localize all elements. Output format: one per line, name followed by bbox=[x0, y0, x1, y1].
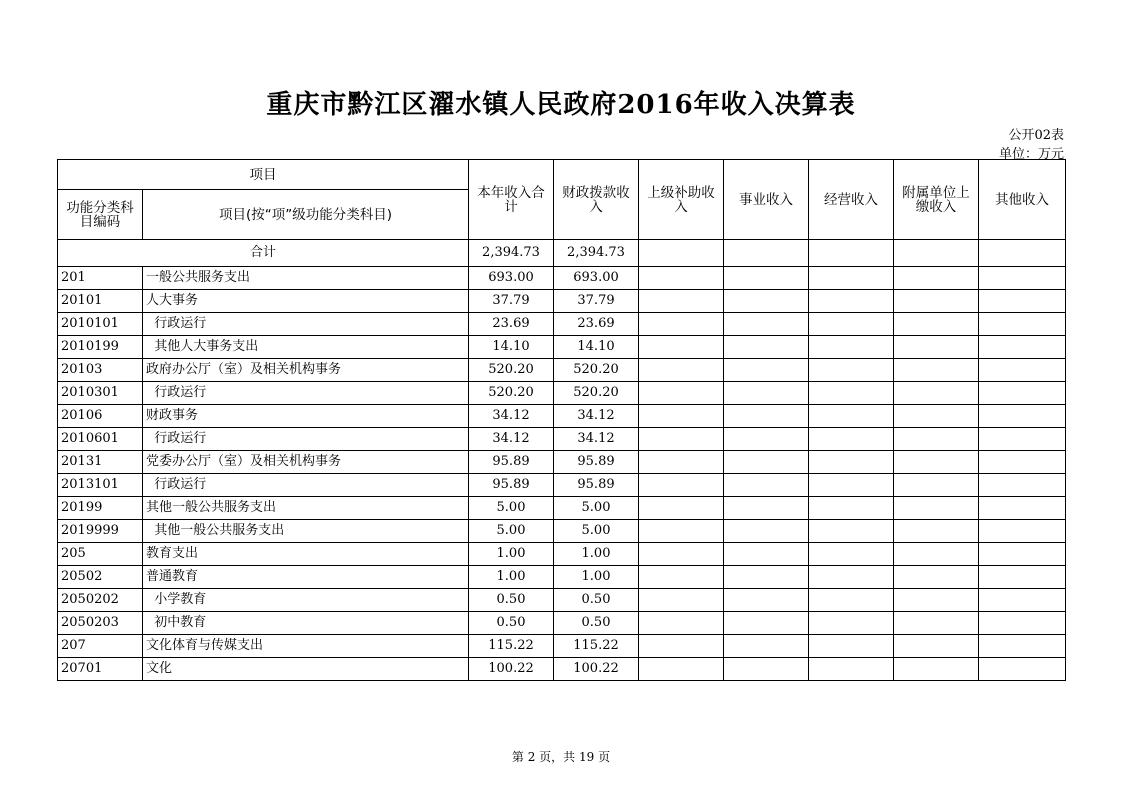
row-code: 2013101 bbox=[58, 474, 143, 497]
page-title: 重庆市黔江区濯水镇人民政府2016年收入决算表 bbox=[266, 90, 856, 120]
row-code: 20502 bbox=[58, 566, 143, 589]
table-row bbox=[58, 267, 1066, 290]
empty-cell bbox=[724, 635, 809, 658]
empty-cell bbox=[639, 428, 724, 451]
table-row bbox=[58, 566, 1066, 589]
empty-cell bbox=[809, 359, 894, 382]
empty-cell bbox=[809, 474, 894, 497]
empty-cell bbox=[979, 612, 1066, 635]
empty-cell bbox=[724, 543, 809, 566]
empty-cell bbox=[639, 382, 724, 405]
empty-cell bbox=[809, 405, 894, 428]
empty-cell bbox=[639, 658, 724, 681]
empty-cell bbox=[894, 382, 979, 405]
table-row bbox=[58, 451, 1066, 474]
table-row bbox=[58, 658, 1066, 681]
table-row bbox=[58, 612, 1066, 635]
row-total-income: 100.22 bbox=[469, 658, 554, 681]
header-total-income: 本年收入合计 bbox=[469, 160, 554, 240]
row-code: 205 bbox=[58, 543, 143, 566]
empty-cell bbox=[979, 543, 1066, 566]
row-code: 2010101 bbox=[58, 313, 143, 336]
row-name: 其他人大事务支出 bbox=[143, 336, 469, 359]
empty-cell bbox=[639, 336, 724, 359]
empty-cell bbox=[894, 267, 979, 290]
table-row bbox=[58, 405, 1066, 428]
row-name: 文化 bbox=[143, 658, 469, 681]
row-total-income: 14.10 bbox=[469, 336, 554, 359]
row-code: 201 bbox=[58, 267, 143, 290]
empty-cell bbox=[894, 520, 979, 543]
empty-cell bbox=[894, 451, 979, 474]
empty-cell bbox=[639, 313, 724, 336]
empty-cell bbox=[894, 405, 979, 428]
empty-cell bbox=[979, 451, 1066, 474]
row-fiscal: 1.00 bbox=[554, 543, 639, 566]
empty-cell bbox=[809, 336, 894, 359]
row-total-income: 34.12 bbox=[469, 428, 554, 451]
empty-cell bbox=[979, 290, 1066, 313]
unit-label: 单位：万元 bbox=[998, 147, 1064, 162]
empty-cell bbox=[809, 612, 894, 635]
empty-cell bbox=[639, 566, 724, 589]
empty-cell bbox=[809, 428, 894, 451]
row-name: 其他一般公共服务支出 bbox=[143, 497, 469, 520]
row-total-income: 1.00 bbox=[469, 543, 554, 566]
empty-cell bbox=[724, 520, 809, 543]
empty-cell bbox=[809, 589, 894, 612]
empty-cell bbox=[979, 267, 1066, 290]
row-code: 20103 bbox=[58, 359, 143, 382]
empty-cell bbox=[979, 313, 1066, 336]
row-code: 2010601 bbox=[58, 428, 143, 451]
row-total-income: 0.50 bbox=[469, 589, 554, 612]
empty-cell bbox=[809, 290, 894, 313]
row-name: 文化体育与传媒支出 bbox=[143, 635, 469, 658]
table-row bbox=[58, 520, 1066, 543]
header-business: 事业收入 bbox=[724, 160, 809, 240]
row-name: 人大事务 bbox=[143, 290, 469, 313]
row-fiscal: 5.00 bbox=[554, 520, 639, 543]
empty-cell bbox=[639, 635, 724, 658]
table-row bbox=[58, 336, 1066, 359]
empty-cell bbox=[979, 382, 1066, 405]
table-row bbox=[58, 359, 1066, 382]
row-code: 2019999 bbox=[58, 520, 143, 543]
row-fiscal: 100.22 bbox=[554, 658, 639, 681]
empty-cell bbox=[724, 497, 809, 520]
row-name: 一般公共服务支出 bbox=[143, 267, 469, 290]
row-total-income: 520.20 bbox=[469, 382, 554, 405]
row-name: 行政运行 bbox=[143, 313, 469, 336]
total-income-value: 2,394.73 bbox=[469, 240, 554, 267]
row-name: 初中教育 bbox=[143, 612, 469, 635]
row-code: 20106 bbox=[58, 405, 143, 428]
empty-cell bbox=[724, 428, 809, 451]
empty-cell bbox=[724, 382, 809, 405]
row-total-income: 5.00 bbox=[469, 497, 554, 520]
empty-cell bbox=[724, 589, 809, 612]
empty-cell bbox=[724, 566, 809, 589]
table-row bbox=[58, 589, 1066, 612]
empty-cell bbox=[894, 543, 979, 566]
row-name: 行政运行 bbox=[143, 428, 469, 451]
row-fiscal: 5.00 bbox=[554, 497, 639, 520]
page-footer: 第 2 页，共 19 页 bbox=[511, 750, 611, 764]
empty-cell bbox=[724, 290, 809, 313]
row-code: 20101 bbox=[58, 290, 143, 313]
row-total-income: 115.22 bbox=[469, 635, 554, 658]
empty-cell bbox=[809, 543, 894, 566]
empty-cell bbox=[979, 566, 1066, 589]
table-row bbox=[58, 313, 1066, 336]
row-code: 20701 bbox=[58, 658, 143, 681]
empty-cell bbox=[809, 313, 894, 336]
empty-cell bbox=[639, 451, 724, 474]
row-name: 行政运行 bbox=[143, 474, 469, 497]
row-total-income: 95.89 bbox=[469, 474, 554, 497]
row-fiscal: 520.20 bbox=[554, 382, 639, 405]
table-row bbox=[58, 497, 1066, 520]
row-fiscal: 95.89 bbox=[554, 474, 639, 497]
row-code: 2010301 bbox=[58, 382, 143, 405]
empty-cell bbox=[894, 566, 979, 589]
row-fiscal: 14.10 bbox=[554, 336, 639, 359]
empty-cell bbox=[979, 635, 1066, 658]
row-name: 政府办公厅（室）及相关机构事务 bbox=[143, 359, 469, 382]
empty-cell bbox=[894, 635, 979, 658]
empty-cell bbox=[894, 589, 979, 612]
empty-cell bbox=[639, 497, 724, 520]
empty-cell bbox=[809, 451, 894, 474]
header-affiliated: 附属单位上缴收入 bbox=[894, 160, 979, 240]
header-other: 其他收入 bbox=[979, 160, 1066, 240]
empty-cell bbox=[979, 428, 1066, 451]
row-fiscal: 37.79 bbox=[554, 290, 639, 313]
empty-cell bbox=[639, 359, 724, 382]
empty-cell bbox=[809, 658, 894, 681]
empty-cell bbox=[894, 359, 979, 382]
empty-cell bbox=[809, 497, 894, 520]
empty-cell bbox=[724, 451, 809, 474]
empty-cell bbox=[639, 520, 724, 543]
empty-cell bbox=[724, 336, 809, 359]
empty-cell bbox=[809, 267, 894, 290]
form-code: 公开02表 bbox=[1008, 128, 1064, 143]
row-fiscal: 115.22 bbox=[554, 635, 639, 658]
table-row bbox=[58, 474, 1066, 497]
row-fiscal: 23.69 bbox=[554, 313, 639, 336]
empty-cell bbox=[894, 497, 979, 520]
row-total-income: 0.50 bbox=[469, 612, 554, 635]
row-total-income: 23.69 bbox=[469, 313, 554, 336]
empty-cell bbox=[724, 359, 809, 382]
row-fiscal: 95.89 bbox=[554, 451, 639, 474]
empty-cell bbox=[894, 474, 979, 497]
row-code: 2050203 bbox=[58, 612, 143, 635]
row-total-income: 520.20 bbox=[469, 359, 554, 382]
table-row bbox=[58, 543, 1066, 566]
row-total-income: 5.00 bbox=[469, 520, 554, 543]
header-name: 项目(按“项”级功能分类科目) bbox=[143, 190, 469, 240]
empty-cell bbox=[809, 566, 894, 589]
empty-cell bbox=[724, 267, 809, 290]
empty-cell bbox=[724, 313, 809, 336]
empty-cell bbox=[639, 290, 724, 313]
row-fiscal: 693.00 bbox=[554, 267, 639, 290]
empty-cell bbox=[724, 658, 809, 681]
table-row bbox=[58, 382, 1066, 405]
row-name: 教育支出 bbox=[143, 543, 469, 566]
empty-cell bbox=[724, 405, 809, 428]
empty-cell bbox=[979, 336, 1066, 359]
row-name: 普通教育 bbox=[143, 566, 469, 589]
row-total-income: 1.00 bbox=[469, 566, 554, 589]
empty-cell bbox=[979, 474, 1066, 497]
row-code: 2010199 bbox=[58, 336, 143, 359]
row-code: 2050202 bbox=[58, 589, 143, 612]
empty-cell bbox=[979, 520, 1066, 543]
row-name: 财政事务 bbox=[143, 405, 469, 428]
row-fiscal: 1.00 bbox=[554, 566, 639, 589]
empty-cell bbox=[724, 474, 809, 497]
empty-cell bbox=[639, 474, 724, 497]
empty-cell bbox=[894, 612, 979, 635]
empty-cell bbox=[724, 612, 809, 635]
row-name: 小学教育 bbox=[143, 589, 469, 612]
empty-cell bbox=[809, 635, 894, 658]
empty-cell bbox=[639, 405, 724, 428]
total-row bbox=[58, 240, 1066, 267]
row-total-income: 693.00 bbox=[469, 267, 554, 290]
header-fiscal: 财政拨款收入 bbox=[554, 160, 639, 240]
empty-cell bbox=[894, 336, 979, 359]
row-code: 20131 bbox=[58, 451, 143, 474]
income-table bbox=[57, 159, 1066, 681]
header-superior: 上级补助收入 bbox=[639, 160, 724, 240]
empty-cell bbox=[894, 428, 979, 451]
row-code: 207 bbox=[58, 635, 143, 658]
total-fiscal-value: 2,394.73 bbox=[554, 240, 639, 267]
row-total-income: 95.89 bbox=[469, 451, 554, 474]
empty-cell bbox=[894, 313, 979, 336]
header-code: 功能分类科目编码 bbox=[58, 190, 143, 240]
row-name: 其他一般公共服务支出 bbox=[143, 520, 469, 543]
empty-cell bbox=[979, 497, 1066, 520]
empty-cell bbox=[979, 359, 1066, 382]
row-fiscal: 0.50 bbox=[554, 589, 639, 612]
table-row bbox=[58, 290, 1066, 313]
total-label: 合计 bbox=[58, 240, 469, 267]
empty-cell bbox=[639, 612, 724, 635]
empty-cell bbox=[979, 405, 1066, 428]
row-total-income: 34.12 bbox=[469, 405, 554, 428]
row-name: 党委办公厅（室）及相关机构事务 bbox=[143, 451, 469, 474]
empty-cell bbox=[894, 658, 979, 681]
table-row bbox=[58, 635, 1066, 658]
empty-cell bbox=[809, 520, 894, 543]
header-item: 项目 bbox=[58, 160, 469, 190]
header-operating: 经营收入 bbox=[809, 160, 894, 240]
row-fiscal: 34.12 bbox=[554, 405, 639, 428]
row-fiscal: 34.12 bbox=[554, 428, 639, 451]
row-total-income: 37.79 bbox=[469, 290, 554, 313]
empty-cell bbox=[639, 543, 724, 566]
row-fiscal: 520.20 bbox=[554, 359, 639, 382]
table-row bbox=[58, 428, 1066, 451]
empty-cell bbox=[979, 589, 1066, 612]
empty-cell bbox=[639, 267, 724, 290]
row-name: 行政运行 bbox=[143, 382, 469, 405]
empty-cell bbox=[979, 658, 1066, 681]
row-code: 20199 bbox=[58, 497, 143, 520]
empty-cell bbox=[894, 290, 979, 313]
row-fiscal: 0.50 bbox=[554, 612, 639, 635]
empty-cell bbox=[809, 382, 894, 405]
empty-cell bbox=[639, 589, 724, 612]
